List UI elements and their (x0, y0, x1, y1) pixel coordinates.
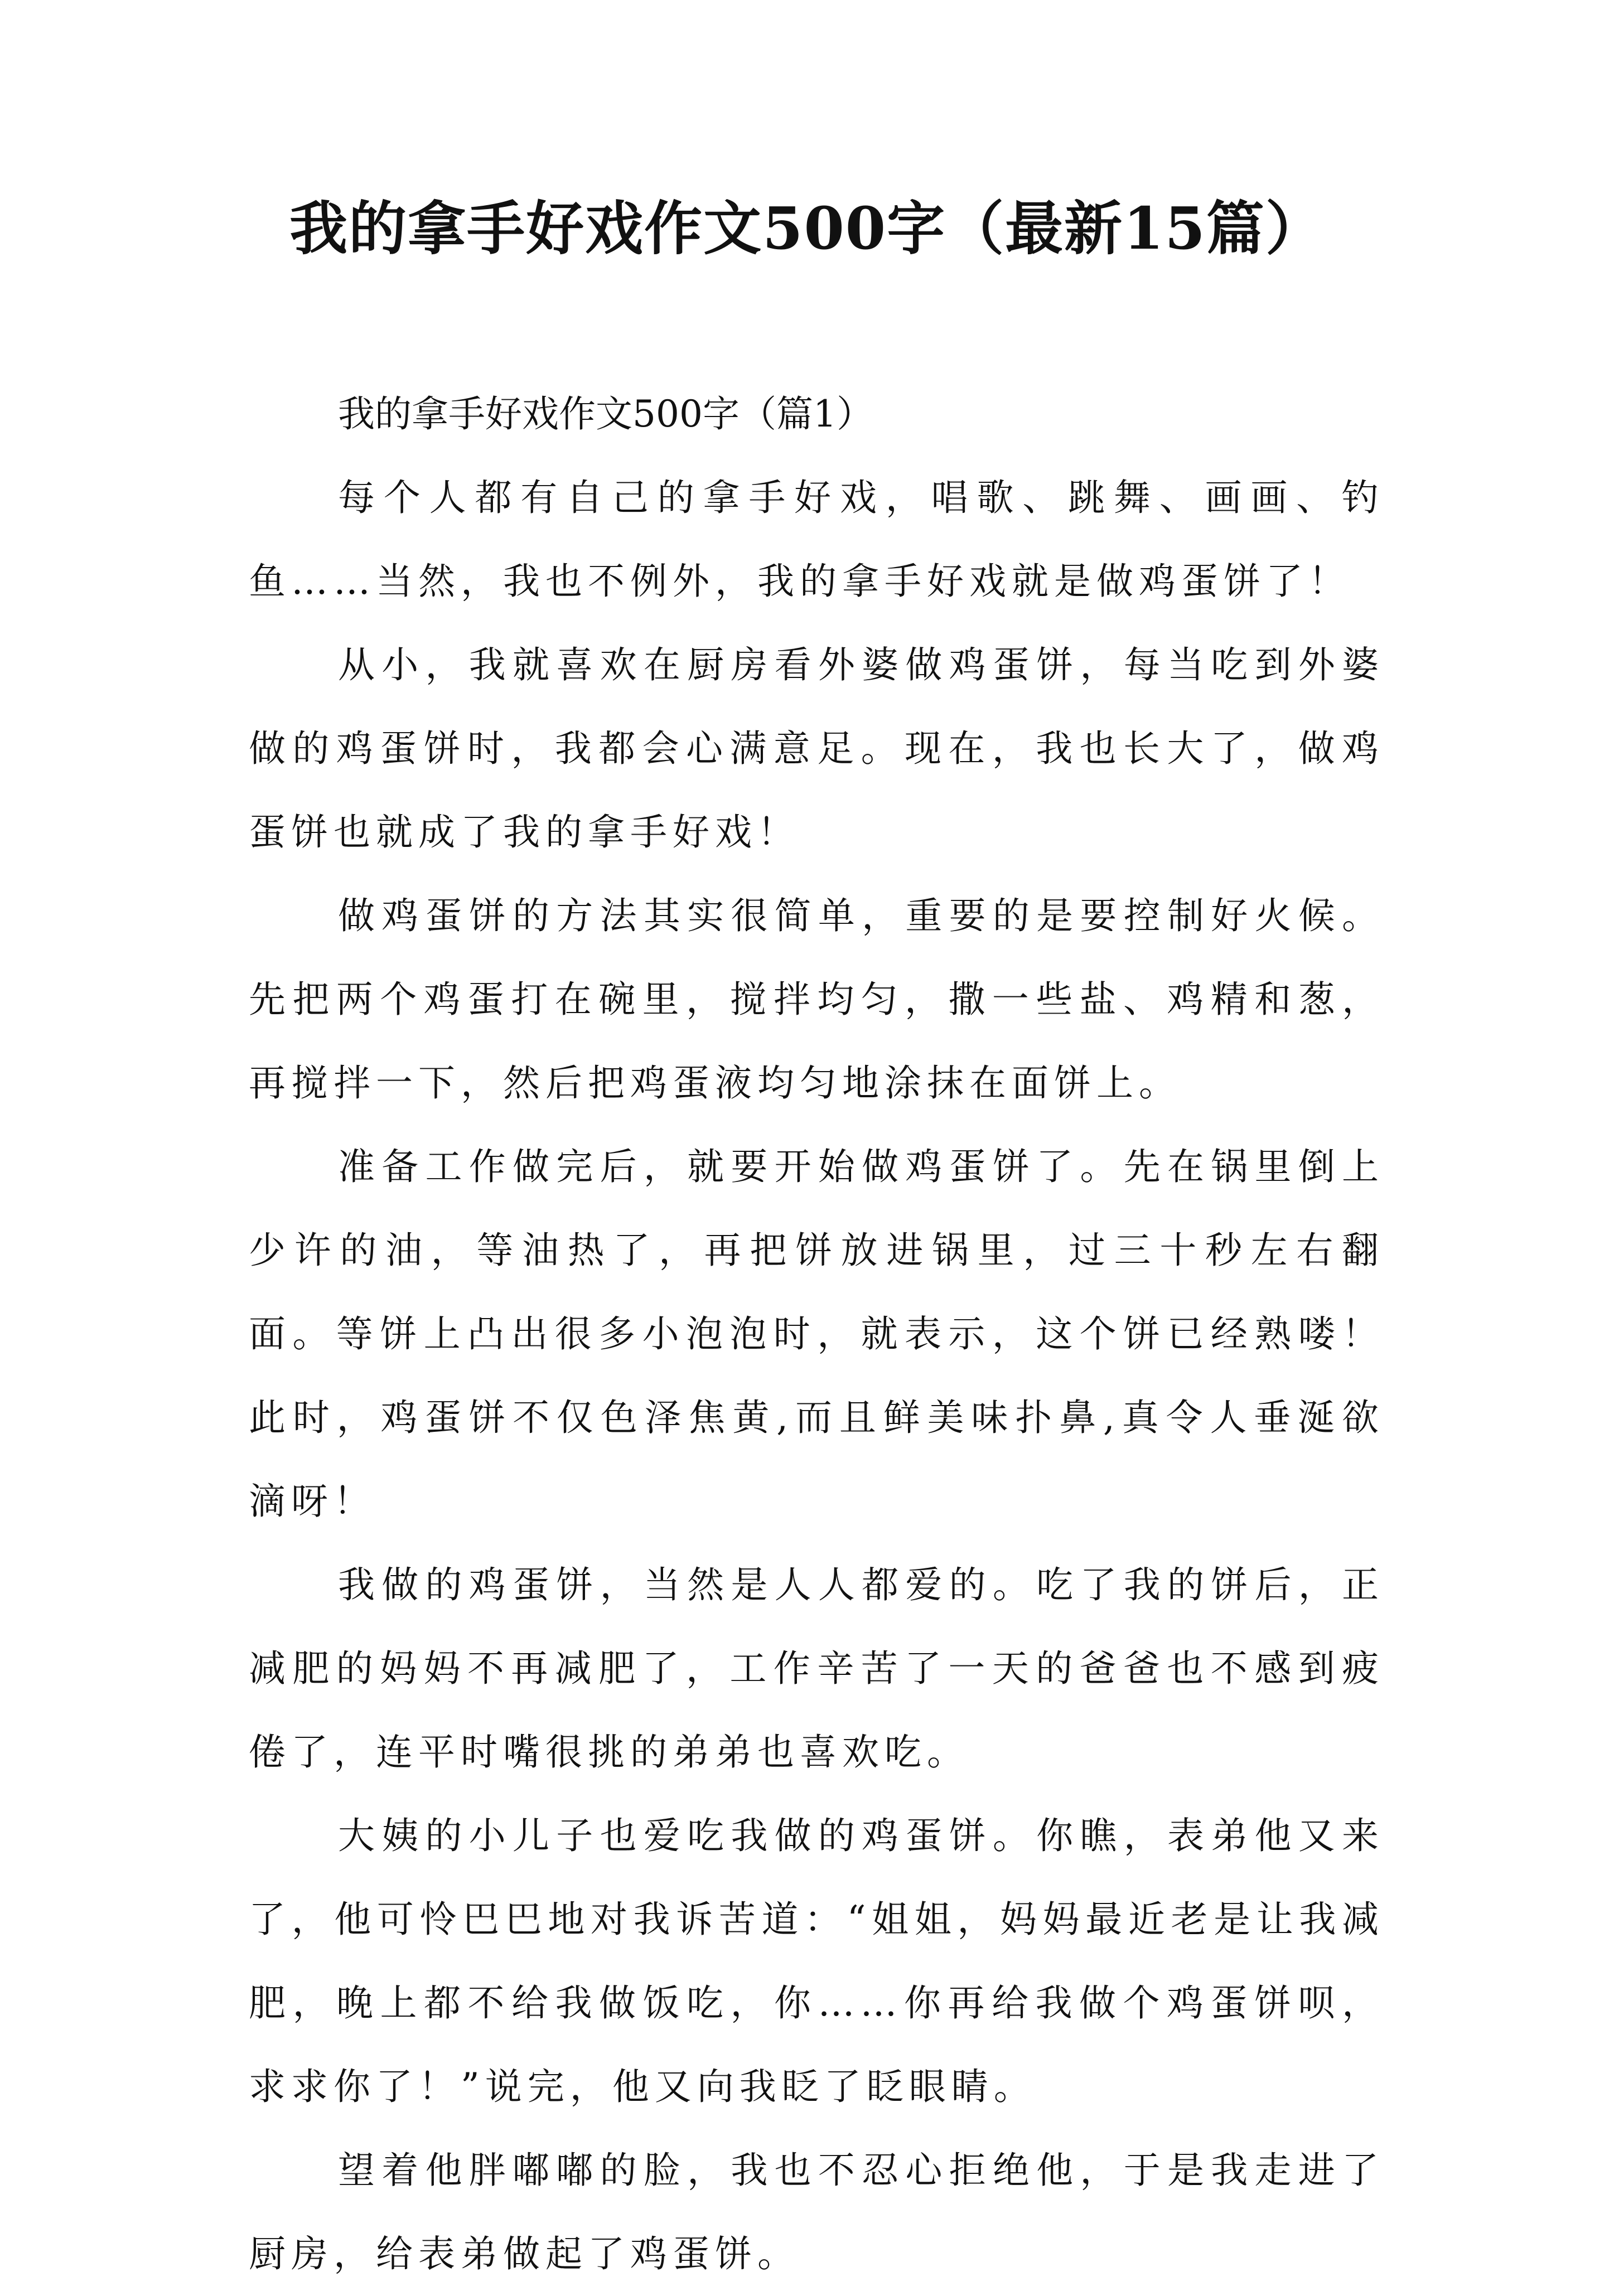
paragraph: 从小，我就喜欢在厨房看外婆做鸡蛋饼，每当吃到外婆做的鸡蛋饼时，我都会心满意足。现在，我也长大了，做鸡蛋饼也就成了我的拿手好戏！ (249, 643, 1384, 854)
paragraph: 每个人都有自己的拿手好戏，唱歌、跳舞、画画、钓鱼……当然，我也不例外，我的拿手好戏就是做鸡蛋饼了！ (249, 476, 1384, 603)
essay-heading: 我的拿手好戏作文500字（篇1） (338, 393, 873, 435)
paragraph: 望着他胖嘟嘟的脸，我也不忍心拒绝他，于是我走进了厨房，给表弟做起了鸡蛋饼。 (249, 2149, 1384, 2275)
paragraph: 大姨的小儿子也爱吃我做的鸡蛋饼。你瞧，表弟他又来了，他可怜巴巴地对我诉苦道：“姐姐，妈妈最近老是让我减肥，晚上都不给我做饭吃，你……你再给我做个鸡蛋饼呗，求求你了！”说完，他又向我眨了眨眼睛。 (249, 1814, 1384, 2108)
paragraph: 做鸡蛋饼的方法其实很简单，重要的是要控制好火候。先把两个鸡蛋打在碗里，搅拌均匀，撒一些盐、鸡精和葱，再搅拌一下，然后把鸡蛋液均匀地涂抹在面饼上。 (249, 894, 1384, 1105)
paragraph: 准备工作做完后，就要开始做鸡蛋饼了。先在锅里倒上少许的油，等油热了，再把饼放进锅里，过三十秒左右翻面。等饼上凸出很多小泡泡时，就表示，这个饼已经熟喽！此时，鸡蛋饼不仅色泽焦黄,而且鲜美味扑鼻,真令人垂涎欲滴呀！ (249, 1145, 1384, 1523)
document-title: 我的拿手好戏作文500字（最新15篇） (289, 194, 1325, 263)
essay-body (249, 372, 1384, 2296)
paragraph: 我做的鸡蛋饼，当然是人人都爱的。吃了我的饼后，正减肥的妈妈不再减肥了，工作辛苦了一天的爸爸也不感到疲倦了，连平时嘴很挑的弟弟也喜欢吃。 (249, 1563, 1384, 1774)
